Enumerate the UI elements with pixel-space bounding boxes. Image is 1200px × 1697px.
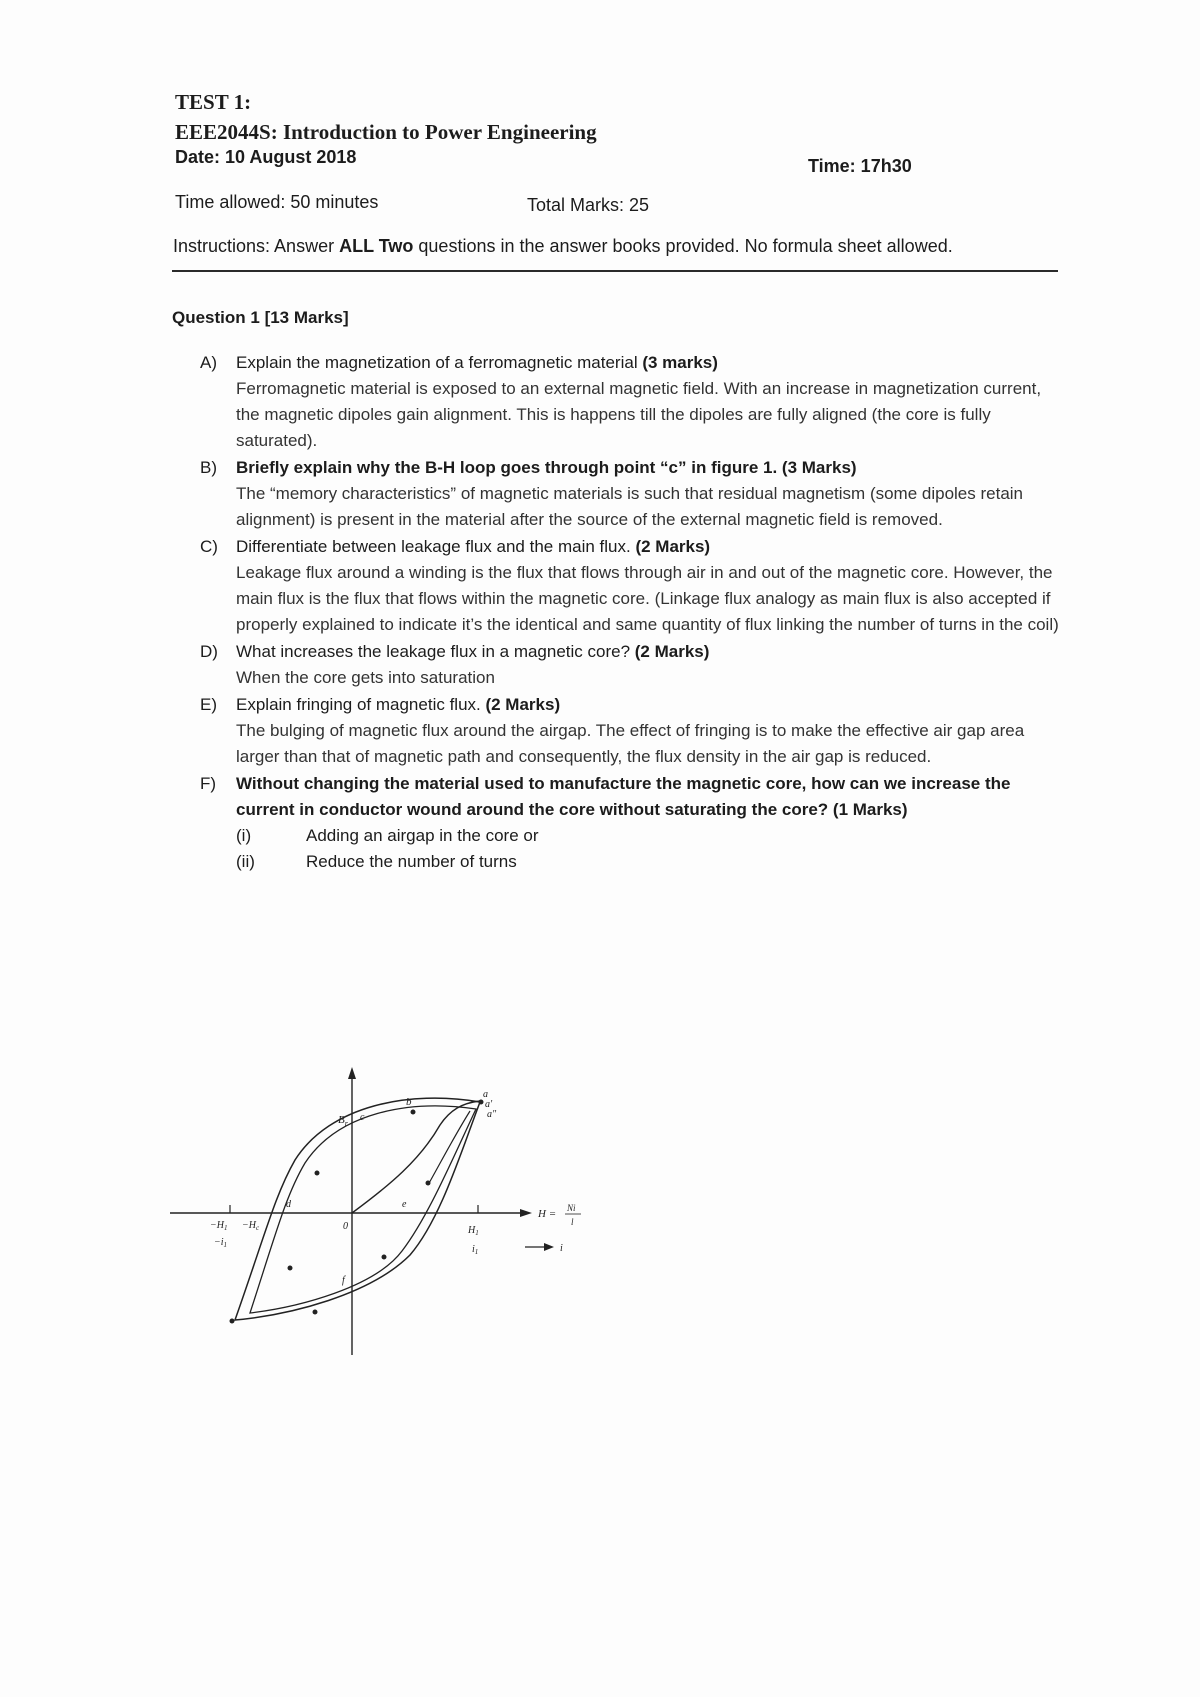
item-question	[236, 639, 1060, 665]
exam-date: Date: 10 August 2018	[175, 147, 357, 167]
question-marks: (3 marks)	[637, 353, 718, 372]
instructions-pre: Instructions: Answer	[173, 236, 340, 256]
sub-answer-text: Adding an airgap in the core or	[306, 826, 539, 845]
point-a-dot	[479, 1100, 484, 1105]
question-text: Differentiate between leakage flux and the main flux.	[236, 537, 631, 556]
question-text: Explain the magnetization of a ferromagnetic material	[236, 353, 638, 372]
item-label: C)	[200, 537, 218, 556]
course-heading	[175, 120, 597, 145]
item-answer: The bulging of magnetic flux around the airgap. The effect of fringing is to make the effective air gap area larger than that of magnetic path and consequently, the flux density in the air gap is reduced.	[236, 721, 1025, 766]
question-item-f	[200, 771, 1060, 875]
sub-answer-label: (i)	[236, 826, 252, 845]
exam-time: Time: 17h30	[808, 156, 912, 176]
label-neg-h1	[210, 1220, 227, 1232]
sub-answer-label: (ii)	[236, 852, 255, 871]
label-br-sub: r	[344, 1119, 348, 1128]
label-h-numerator: Ni	[567, 1203, 576, 1213]
question-item-e	[200, 692, 1060, 770]
item-label: B)	[200, 458, 217, 477]
label-br-main: B	[338, 1114, 345, 1126]
item-question	[236, 455, 1060, 481]
hysteresis-loop-inner	[250, 1106, 476, 1313]
label-neg-i1	[214, 1237, 227, 1249]
label-h-axis: H =	[538, 1208, 557, 1220]
item-answer: Leakage flux around a winding is the flux that flows through air in and out of the magnetic core. However, the main flux is the flux that flows within the magnetic core. (Linkage flux analogy as main flux is also accepted if properly explained to indicate it’s the identical and same quantity of flux linking the number of turns in the coil)	[236, 563, 1059, 634]
question-marks: (2 Marks)	[480, 695, 561, 714]
label-i1-main: i	[472, 1244, 475, 1255]
h-axis-arrow	[520, 1209, 532, 1217]
label-c: c	[360, 1112, 365, 1123]
question-1-items	[200, 350, 1060, 876]
label-d: d	[286, 1199, 291, 1210]
label-e: e	[402, 1199, 407, 1210]
point-b-dot	[411, 1110, 416, 1115]
item-question	[236, 692, 1060, 718]
item-answer: When the core gets into saturation	[236, 668, 495, 687]
question-text: What increases the leakage flux in a magnetic core?	[236, 642, 631, 661]
item-label: D)	[200, 642, 218, 661]
point-dot	[382, 1255, 387, 1260]
label-neg-hc-main: −H	[242, 1220, 256, 1231]
bh-hysteresis-figure	[170, 1065, 610, 1355]
point-dot	[426, 1181, 431, 1186]
item-label: F)	[200, 774, 217, 793]
instructions-bold: ALL Two	[339, 236, 414, 256]
header-divider	[172, 270, 1058, 272]
label-b: b	[406, 1096, 412, 1108]
label-i-axis: i	[560, 1243, 563, 1254]
label-h1-main: H	[468, 1225, 476, 1236]
label-neg-hc-sub: c	[255, 1224, 260, 1232]
initial-magnetization-curve	[352, 1101, 480, 1213]
test-title: TEST 1:	[175, 90, 252, 114]
question-1-title: Question 1 [13 Marks]	[172, 308, 349, 327]
label-h1	[467, 1225, 479, 1237]
question-marks: (2 Marks)	[630, 537, 711, 556]
item-question	[236, 534, 1060, 560]
total-marks: Total Marks: 25	[527, 195, 650, 215]
item-label: A)	[200, 353, 217, 372]
question-item-a	[200, 350, 1060, 454]
item-question	[236, 350, 1060, 376]
label-origin: 0	[343, 1221, 348, 1232]
item-question	[236, 771, 1060, 823]
label-f: f	[342, 1275, 345, 1286]
label-i1-sub: 1	[474, 1248, 479, 1256]
i-axis-arrow-head	[544, 1243, 554, 1251]
question-marks: (1 Marks)	[828, 800, 908, 819]
item-label: E)	[200, 695, 217, 714]
label-neg-h1-sub: 1	[223, 1224, 228, 1232]
label-a-double-prime: a"	[487, 1109, 497, 1120]
question-text: Explain fringing of magnetic flux.	[236, 695, 481, 714]
point-dot	[313, 1310, 318, 1315]
item-answer: The “memory characteristics” of magnetic materials is such that residual magnetism (some dipoles retain alignment) is present in the material after the source of the external magnetic field is removed.	[236, 484, 1024, 529]
sub-answer-ii	[236, 849, 1060, 875]
label-a-prime: a'	[485, 1099, 493, 1110]
sub-answer-i	[236, 823, 1060, 849]
label-a: a	[483, 1089, 488, 1100]
question-text: Briefly explain why the B-H loop goes through point “c” in figure 1.	[236, 458, 778, 477]
instructions	[173, 236, 953, 257]
b-axis-arrow	[348, 1067, 356, 1079]
point-dot	[288, 1266, 293, 1271]
question-marks: (3 Marks)	[777, 458, 857, 477]
label-h-denominator: l	[571, 1217, 574, 1227]
label-neg-hc	[242, 1220, 260, 1232]
course-title: Introduction to Power Engineering	[282, 120, 597, 144]
label-neg-h1-main: −H	[210, 1220, 224, 1231]
time-allowed: Time allowed: 50 minutes	[175, 192, 379, 212]
point-dot	[230, 1319, 235, 1324]
label-neg-i1-sub: 1	[223, 1241, 228, 1249]
label-h1-sub: 1	[475, 1229, 479, 1237]
question-item-c	[200, 534, 1060, 638]
sub-answer-text: Reduce the number of turns	[306, 852, 517, 871]
question-item-d	[200, 639, 1060, 691]
instructions-post: questions in the answer books provided. No formula sheet allowed.	[413, 236, 953, 256]
question-item-b	[200, 455, 1060, 533]
label-i1	[472, 1244, 478, 1256]
question-text: Without changing the material used to manufacture the magnetic core, how can we increase the current in conductor wound around the core without saturating the core?	[236, 774, 1011, 819]
course-code: EEE2044S:	[175, 120, 278, 144]
point-dot	[315, 1171, 320, 1176]
item-answer: Ferromagnetic material is exposed to an external magnetic field. With an increase in magnetization current, the magnetic dipoles gain alignment. This is happens till the dipoles are fully aligned (the core is fully saturated).	[236, 379, 1042, 450]
question-marks: (2 Marks)	[630, 642, 710, 661]
label-neg-i1-main: −i	[214, 1237, 224, 1248]
